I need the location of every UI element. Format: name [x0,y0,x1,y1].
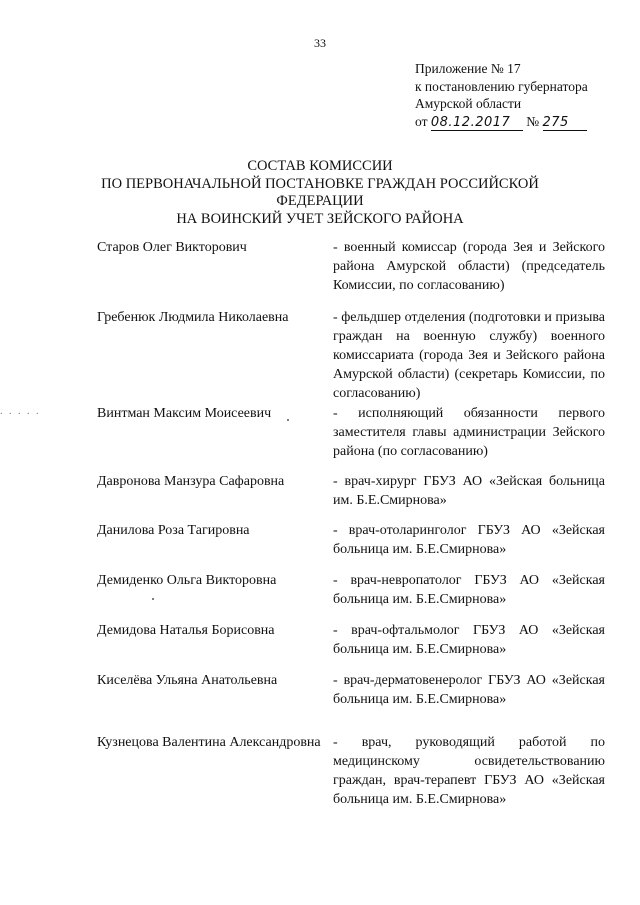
member-role: - врач-офтальмолог ГБУЗ АО «Зейская больница им. Б.Е.Смирнова» [333,623,605,657]
appendix-date-line [415,113,625,131]
document-title [60,158,580,228]
number-prefix: № [526,113,540,129]
title-line-2: ПО ПЕРВОНАЧАЛЬНОЙ ПОСТАНОВКЕ ГРАЖДАН РОССИЙСКОЙ ФЕДЕРАЦИИ [101,175,539,209]
member-name: Киселёва Ульяна Анатольевна [97,673,278,688]
member-name: Старов Олег Викторович [97,240,247,255]
page-number: 33 [314,36,326,50]
appendix-line-1: Приложение № 17 [415,61,521,76]
member-role: - врач-хирург ГБУЗ АО «Зейская больница им. Б.Е.Смирнова» [333,474,605,508]
member-role: - врач, руководящий работой по медицинскому освидетельствованию граждан, врач-терапевт ГБУЗ АО «Зейская больница им. Б.Е.Смирнова» [333,735,605,807]
member-role: - исполняющий обязанности первого заместителя главы администрации Зейского района (по согласованию) [333,406,605,459]
scan-speck [152,598,154,600]
title-line-3: НА ВОИНСКИЙ УЧЕТ ЗЕЙСКОГО РАЙОНА [176,210,464,227]
title-line-1: СОСТАВ КОМИССИИ [247,158,393,174]
appendix-block [415,60,625,131]
member-name: Гребенюк Людмила Николаевна [97,310,289,325]
member-name: Демиденко Ольга Викторовна [97,573,277,588]
scan-speck [287,419,289,421]
member-role: - фельдшер отделения (подготовки и призыва граждан на военную службу) военного комиссариата (города Зея и Зейского района Амурской области) (секретарь Комиссии, по согласованию) [333,310,605,401]
member-role: - врач-дерматовенеролог ГБУЗ АО «Зейская больница им. Б.Е.Смирнова» [333,673,605,707]
handwritten-number: 275 [543,116,587,131]
member-name: Данилова Роза Тагировна [97,523,250,538]
member-name: Демидова Наталья Борисовна [97,623,275,638]
scan-margin-marks: . . . . . [0,406,41,417]
appendix-line-3: Амурской области [415,96,522,111]
member-role: - врач-отоларинголог ГБУЗ АО «Зейская больница им. Б.Е.Смирнова» [333,523,605,557]
member-role: - военный комиссар (города Зея и Зейского района Амурской области) (председатель Комиссии, по согласованию) [333,240,605,293]
member-name: Давронова Манзура Сафаровна [97,474,285,489]
member-name: Винтман Максим Моисеевич [97,406,272,421]
appendix-line-2: к постановлению губернатора [415,78,588,94]
handwritten-date: 08.12.2017 [431,116,523,131]
member-name: Кузнецова Валентина Александровна [97,735,321,750]
date-prefix: от [415,113,428,129]
member-role: - врач-невропатолог ГБУЗ АО «Зейская больница им. Б.Е.Смирнова» [333,573,605,607]
